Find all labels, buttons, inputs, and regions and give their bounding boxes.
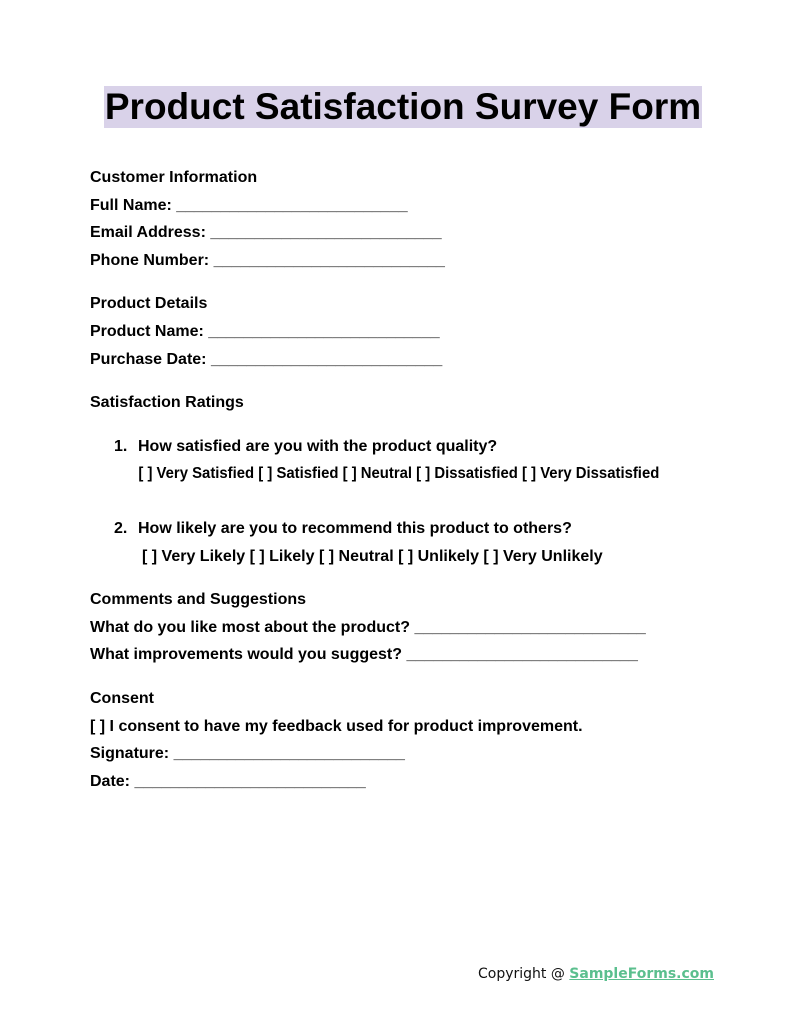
- copyright-footer: [478, 966, 714, 982]
- section-heading-consent: Consent: [90, 689, 154, 707]
- field-blank[interactable]: __________________________: [134, 772, 366, 790]
- consent-checkbox[interactable]: [ ] I consent to have my feedback used for product improvement.: [90, 717, 583, 735]
- section-heading-comments: Comments and Suggestions: [90, 591, 307, 609]
- section-heading-ratings: Satisfaction Ratings: [90, 394, 244, 412]
- field-blank[interactable]: __________________________: [213, 251, 445, 269]
- field-label: Signature:: [90, 745, 170, 763]
- question-text: How likely are you to recommend this product to others?: [138, 519, 572, 537]
- question-1-options[interactable]: [ ] Very Satisfied [ ] Satisfied [ ] Neutral [ ] Dissatisfied [ ] Very Dissatisfied: [138, 465, 660, 483]
- question-2-options[interactable]: [ ] Very Likely [ ] Likely [ ] Neutral [ ] Unlikely [ ] Very Unlikely: [142, 547, 603, 565]
- section-heading-customer: Customer Information: [90, 169, 258, 186]
- purchase-date-field[interactable]: [90, 346, 730, 374]
- field-label: What do you like most about the product?: [90, 618, 410, 636]
- field-blank[interactable]: __________________________: [414, 618, 646, 636]
- field-blank[interactable]: __________________________: [173, 745, 405, 763]
- field-label: Email Address:: [90, 224, 206, 242]
- question-text: How satisfied are you with the product quality?: [138, 437, 498, 455]
- field-blank[interactable]: __________________________: [406, 646, 638, 664]
- email-field[interactable]: [90, 219, 730, 247]
- question-2: [90, 515, 730, 543]
- form-body: [90, 164, 730, 795]
- date-field[interactable]: [90, 768, 730, 796]
- section-heading-product: Product Details: [90, 295, 208, 313]
- title-container: [0, 86, 806, 128]
- field-blank[interactable]: __________________________: [208, 322, 440, 340]
- full-name-field[interactable]: [90, 192, 730, 220]
- page-title: Product Satisfaction Survey Form: [104, 86, 702, 127]
- field-label: Product Name:: [90, 322, 204, 340]
- field-label: Full Name:: [90, 196, 172, 214]
- phone-field[interactable]: [90, 247, 730, 275]
- product-name-field[interactable]: [90, 318, 730, 346]
- field-blank[interactable]: __________________________: [210, 350, 443, 368]
- field-label: Date:: [90, 772, 131, 790]
- field-label: Purchase Date:: [90, 350, 207, 368]
- field-blank[interactable]: __________________________: [210, 224, 442, 242]
- sampleforms-link[interactable]: SampleForms.com: [569, 966, 714, 982]
- field-label: Phone Number:: [90, 251, 210, 269]
- field-blank[interactable]: __________________________: [176, 196, 408, 214]
- signature-field[interactable]: [90, 740, 730, 768]
- question-1: [90, 433, 730, 461]
- question-number: 1.: [114, 437, 128, 455]
- copyright-text: Copyright @: [477, 966, 570, 982]
- field-label: What improvements would you suggest?: [90, 646, 403, 664]
- likes-field[interactable]: [90, 614, 730, 642]
- question-number: 2.: [114, 519, 128, 537]
- improvements-field[interactable]: [90, 641, 730, 669]
